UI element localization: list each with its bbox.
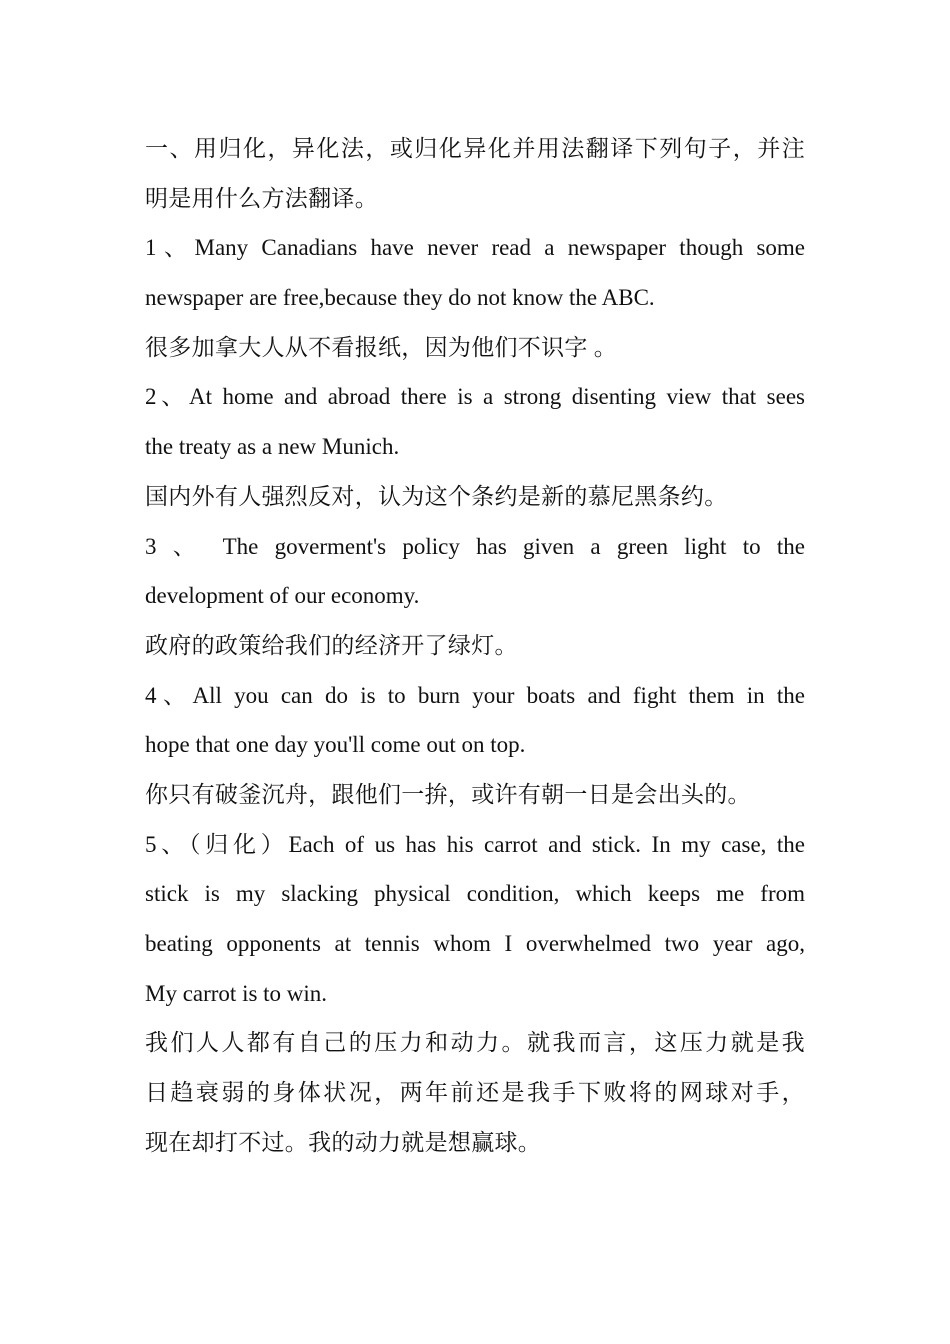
item-5-source-line: My carrot is to win. [145,980,328,1006]
item-1-source-line: newspaper are free,because they do not know the ABC. [145,285,655,311]
item-4-source-line: hope that one day you'll come out on top. [145,732,526,758]
item-5-translation-line: 我们人人都有自己的压力和动力。就我而言，这压力就是我 [145,1030,805,1056]
item-5-source-line: stick is my slacking physical condition, which keeps me from [145,881,805,907]
item-5-translation-line: 现在却打不过。我的动力就是想赢球。 [145,1129,542,1155]
instruction-line: 一、用归化，异化法，或归化异化并用法翻译下列句子，并注 [145,136,805,161]
item-3-source-line: 3 、 The goverment's policy has given a green light to the [145,533,805,559]
item-5-source-line: 5、（归化）Each of us has his carrot and stick. In my case, the [145,831,805,857]
instruction-line: 明是用什么方法翻译。 [145,185,378,211]
item-2-translation-line: 国内外有人强烈反对，认为这个条约是新的慕尼黑条约。 [145,483,728,509]
item-5-translation-line: 日趋衰弱的身体状况，两年前还是我手下败将的网球对手， [145,1080,805,1106]
item-4-source-line: 4、All you can do is to burn your boats and fight them in the [145,682,805,708]
item-4-translation-line: 你只有破釜沉舟，跟他们一拚，或许有朝一日是会出头的。 [145,781,751,807]
item-2-source-line: the treaty as a new Munich. [145,434,400,460]
item-3-translation-line: 政府的政策给我们的经济开了绿灯。 [145,632,518,658]
document-body [145,124,805,1167]
item-1-source-line: 1、Many Canadians have never read a newspaper though some [145,235,805,261]
item-1-translation-line: 很多加拿大人从不看报纸，因为他们不识字 。 [145,334,618,360]
item-3-source-line: development of our economy. [145,583,420,609]
item-2-source-line: 2、At home and abroad there is a strong disenting view that sees [145,384,805,410]
item-5-source-line: beating opponents at tennis whom I overwhelmed two year ago, [145,931,805,956]
